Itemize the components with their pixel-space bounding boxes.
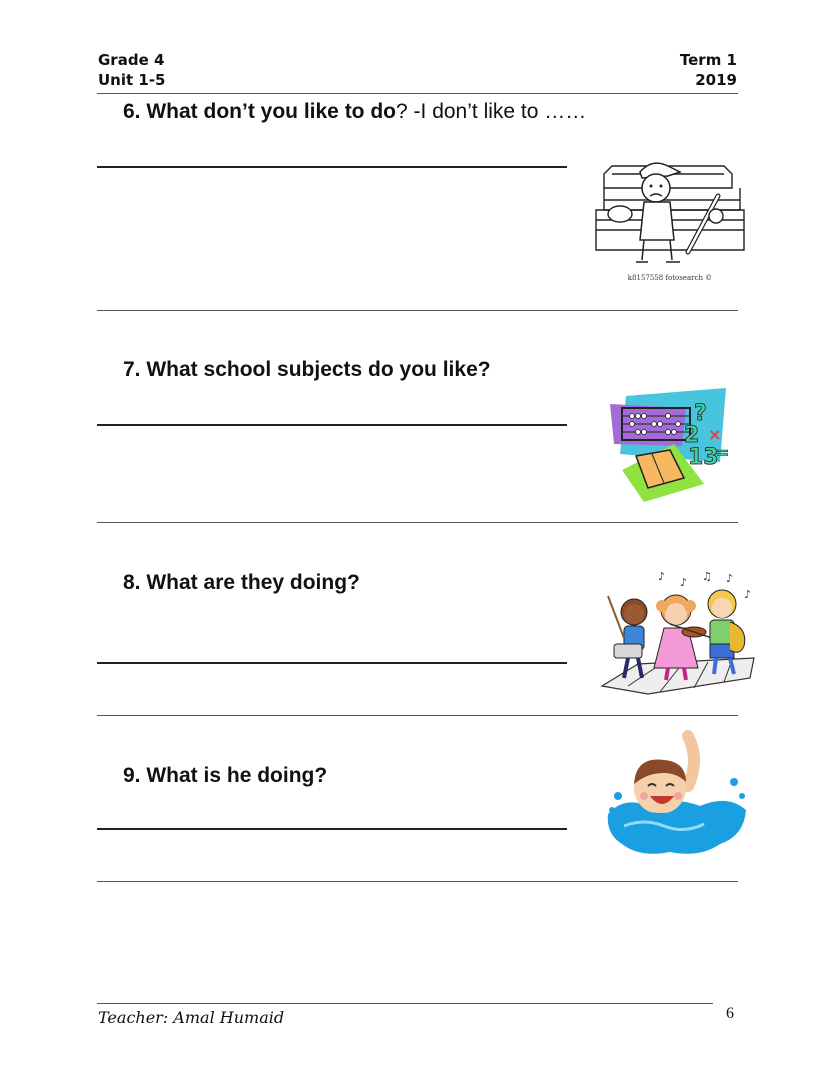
question-8 (123, 571, 360, 595)
svg-text:=: = (716, 443, 730, 462)
svg-text:♫: ♫ (702, 570, 712, 583)
question-text: What don’t you like to do (146, 100, 397, 123)
unit-label: Unit 1-5 (98, 71, 166, 89)
question-text: What is he doing? (146, 764, 328, 787)
svg-text:♪: ♪ (680, 576, 688, 589)
question-hint: ? -I don’t like to …… (396, 100, 587, 123)
grade-label: Grade 4 (98, 51, 165, 69)
answer-line-7[interactable] (97, 424, 567, 426)
section-divider-9 (97, 881, 738, 882)
question-number: 6. (123, 100, 141, 123)
kids-playing-music-icon (598, 568, 758, 696)
teacher-name: Teacher: Amal Humaid (98, 1008, 285, 1027)
header-rule (97, 93, 738, 94)
svg-text:×: × (708, 425, 722, 444)
question-number: 7. (123, 358, 141, 381)
svg-text:♪: ♪ (726, 572, 734, 585)
answer-line-8[interactable] (97, 662, 567, 664)
svg-text:♪: ♪ (658, 570, 666, 583)
question-6 (123, 100, 586, 124)
header-right (680, 50, 737, 90)
section-divider-8 (97, 715, 738, 716)
svg-text:♪: ♪ (744, 588, 752, 601)
question-text: What school subjects do you like? (146, 358, 491, 381)
question-9 (123, 764, 327, 788)
answer-line-9[interactable] (97, 828, 567, 830)
question-7 (123, 358, 491, 382)
section-divider-7 (97, 522, 738, 523)
year-label: 2019 (695, 71, 737, 89)
image-caption: k8157558 fotosearch © (627, 274, 713, 282)
page-number: 6 (726, 1005, 734, 1022)
sad-baseball-boy-icon (592, 152, 748, 284)
footer-rule (97, 1003, 713, 1004)
question-text: What are they doing? (146, 571, 360, 594)
boy-swimming-icon (604, 726, 750, 862)
svg-text:?: ? (694, 401, 707, 426)
section-divider-6 (97, 310, 738, 311)
svg-text:13: 13 (688, 445, 719, 470)
svg-text:2: 2 (684, 423, 700, 448)
question-number: 8. (123, 571, 141, 594)
term-label: Term 1 (679, 51, 737, 69)
school-subjects-clipart-icon (608, 384, 734, 502)
question-number: 9. (123, 764, 141, 787)
header-left (98, 50, 166, 90)
answer-line-6[interactable] (97, 166, 567, 168)
